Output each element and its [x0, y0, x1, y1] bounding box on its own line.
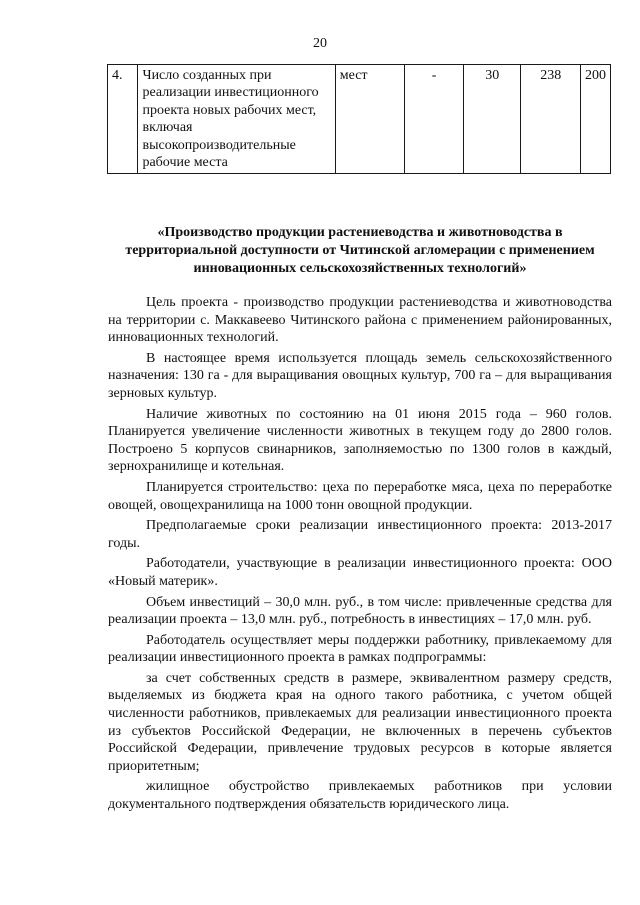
paragraph-livestock: Наличие животных по состоянию на 01 июня 2015 года – 960 голов. Планируется увеличение численности животных в текущем году до 2800 голов. Построено 5 корпусов свинарников, заполняемостью по 1300 голов в каждый, зернохранилище и котельная.	[108, 406, 612, 475]
paragraph-housing: жилищное обустройство привлекаемых работников при условии документального подтверждения обязательств юридического лица.	[108, 779, 612, 813]
paragraph-goal: Цель проекта - производство продукции растениеводства и животноводства на территории с. Маккавеево Читинского района с применением районированных, инновационных технологий.	[108, 295, 612, 346]
paragraph-employers: Работодатели, участвующие в реализации инвестиционного проекта: ООО «Новый материк».	[108, 556, 612, 589]
indicator-name-cell: Число созданных при реализации инвестиционного проекта новых рабочих мест, включая высокопроизводительные рабочие места	[138, 65, 335, 174]
section-title: «Производство продукции растениеводства и животноводства в территориальной доступности от Читинской агломерации с применением инновационных сельскохозяйственных технологий»	[125, 225, 595, 276]
value-cell-2: 30	[464, 65, 521, 174]
unit-cell: мест	[335, 65, 404, 174]
paragraph-investment: Объем инвестиций – 30,0 млн. руб., в том числе: привлеченные средства для реализации проекта – 13,0 млн. руб., потребность в инвестициях – 17,0 млн. руб.	[108, 594, 612, 628]
paragraph-support: Работодатель осуществляет меры поддержки работнику, привлекаемому для реализации инвестиционного проекта в рамках подпрограммы:	[108, 632, 612, 666]
data-table	[107, 64, 611, 174]
value-cell-4: 200	[581, 65, 611, 174]
row-number-cell: 4.	[108, 65, 138, 174]
body-text	[108, 294, 612, 817]
paragraph-timeline: Предполагаемые сроки реализации инвестиционного проекта: 2013-2017 годы.	[108, 518, 612, 551]
table-row	[108, 65, 611, 174]
paragraph-land: В настоящее время используется площадь земель сельскохозяйственного назначения: 130 га - для выращивания овощных культур, 700 га – для выращивания зерновых культур.	[108, 350, 612, 401]
paragraph-funding: за счет собственных средств в размере, эквивалентном размеру средств, выделяемых из бюджета края на одного такого работника, с учетом общей численности работников, привлекаемых для реализации инвестиционного проекта из субъектов Российской Федерации, не включенных в перечень субъектов Российской Федерации, привлечение трудовых ресурсов в которые является приоритетным;	[108, 670, 612, 774]
value-cell-3: 238	[521, 65, 581, 174]
page-number: 20	[313, 36, 327, 51]
value-cell-1: -	[405, 65, 464, 174]
paragraph-construction: Планируется строительство: цеха по переработке мяса, цеха по переработке овощей, овощехранилища на 1000 тонн овощной продукции.	[108, 479, 612, 513]
